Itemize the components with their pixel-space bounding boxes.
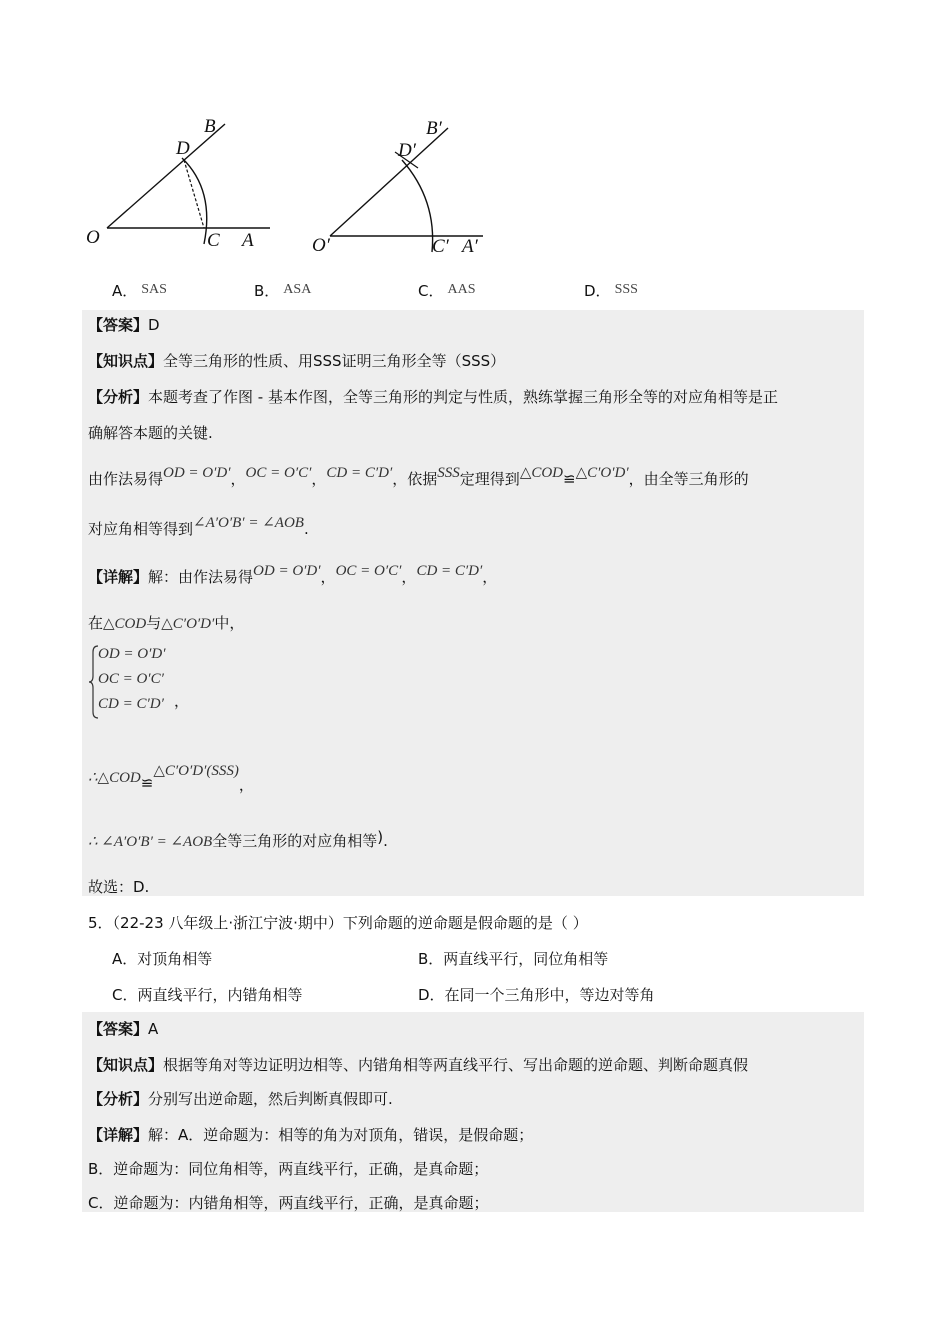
option-value: ASA [283, 282, 312, 297]
q4-option-b[interactable] [254, 280, 311, 301]
q5-detail-line-1: 【详解】解：A．逆命题为：相等的角为对顶角，错误，是假命题； [88, 1126, 534, 1144]
q4-detail-line-1: 【详解】解：由作法易得OD = O′D′，OC = O′C′，CD = C′D′， [88, 563, 498, 586]
q4-analysis-line-2: 确解答本题的关键. [88, 424, 213, 442]
q5-analysis-line: 【分析】分别写出逆命题，然后判断真假即可. [88, 1090, 393, 1108]
q4-analysis-line-1: 【分析】本题考查了作图 - 基本作图，全等三角形的判定与性质，熟练掌握三角形全等的对应角相等是正 [88, 388, 778, 406]
left-angle-figure [86, 116, 270, 251]
label-O: O [86, 227, 100, 248]
q5-option-a[interactable] [112, 948, 212, 969]
option-text: C．两直线平行，内错角相等 [112, 986, 303, 1004]
option-value: SAS [141, 282, 167, 297]
q4-detail-line-2: 在△COD与△C′O′D′中， [88, 614, 245, 632]
label-A-prime: A′ [462, 236, 478, 257]
q4-answer-line: 【答案】D [88, 316, 160, 334]
q4-analysis-line-4: 对应角相等得到∠A′O′B′ = ∠AOB. [88, 515, 309, 538]
q4-therefore-line-1: ∴△COD≌△C′O′D′(SSS)， [88, 763, 254, 794]
q4-analysis-line-3: 由作法易得OD = O′D′，OC = O′C′，CD = C′D′，依据SSS定理得到△COD≌△C′O′D′，由全等三角形的 [88, 465, 749, 488]
q5-knowledge-line: 【知识点】根据等角对等边证明边相等、内错角相等两直线平行、写出命题的逆命题、判断命题真假 [88, 1056, 749, 1074]
q4-option-c[interactable] [418, 280, 476, 301]
label-B-prime: B′ [426, 118, 442, 139]
q4-therefore-line-2: ∴ ∠A′O′B′ = ∠AOB全等三角形的对应角相等). [88, 828, 388, 850]
q5-option-d[interactable] [418, 984, 655, 1005]
system-eq-2: OC = O′C′ [98, 671, 164, 687]
label-D-prime: D′ [398, 140, 416, 161]
q5-detail-line-3: C．逆命题为：内错角相等，两直线平行，正确，是真命题； [88, 1194, 489, 1212]
label-O-prime: O′ [312, 235, 330, 256]
option-text: B．两直线平行，同位角相等 [418, 950, 609, 968]
q5-stem: 5．（22-23 八年级上·浙江宁波·期中）下列命题的逆命题是假命题的是（ ） [88, 914, 588, 932]
q4-final-choice: 故选：D. [88, 878, 150, 896]
system-eq-3: CD = C′D′ [98, 696, 164, 712]
q5-answer-panel [82, 1012, 864, 1212]
right-angle-figure [312, 118, 483, 257]
system-comma: ， [174, 692, 190, 710]
label-D: D [176, 138, 190, 159]
option-text: A．对顶角相等 [112, 950, 213, 968]
label-C-prime: C′ [432, 236, 449, 257]
option-value: AAS [447, 282, 476, 297]
q4-option-a[interactable] [112, 280, 167, 301]
q5-option-c[interactable] [112, 984, 302, 1005]
option-text: D．在同一个三角形中，等边对等角 [418, 986, 655, 1004]
q5-option-b[interactable] [418, 948, 608, 969]
label-A: A [242, 230, 254, 251]
label-B: B [204, 116, 216, 137]
option-letter: A． [112, 282, 138, 300]
q4-knowledge-line: 【知识点】全等三角形的性质、用SSS证明三角形全等（SSS） [88, 352, 506, 370]
q4-option-d[interactable] [584, 280, 638, 301]
system-eq-1: OD = O′D′ [98, 646, 166, 662]
option-letter: D． [584, 282, 611, 300]
option-value: SSS [614, 282, 638, 297]
option-letter: C． [418, 282, 444, 300]
construction-figure [80, 110, 500, 270]
label-C: C [207, 230, 220, 251]
q5-detail-line-2: B．逆命题为：同位角相等，两直线平行，正确，是真命题； [88, 1160, 489, 1178]
q5-answer-line: 【答案】A [88, 1020, 159, 1038]
option-letter: B． [254, 282, 280, 300]
